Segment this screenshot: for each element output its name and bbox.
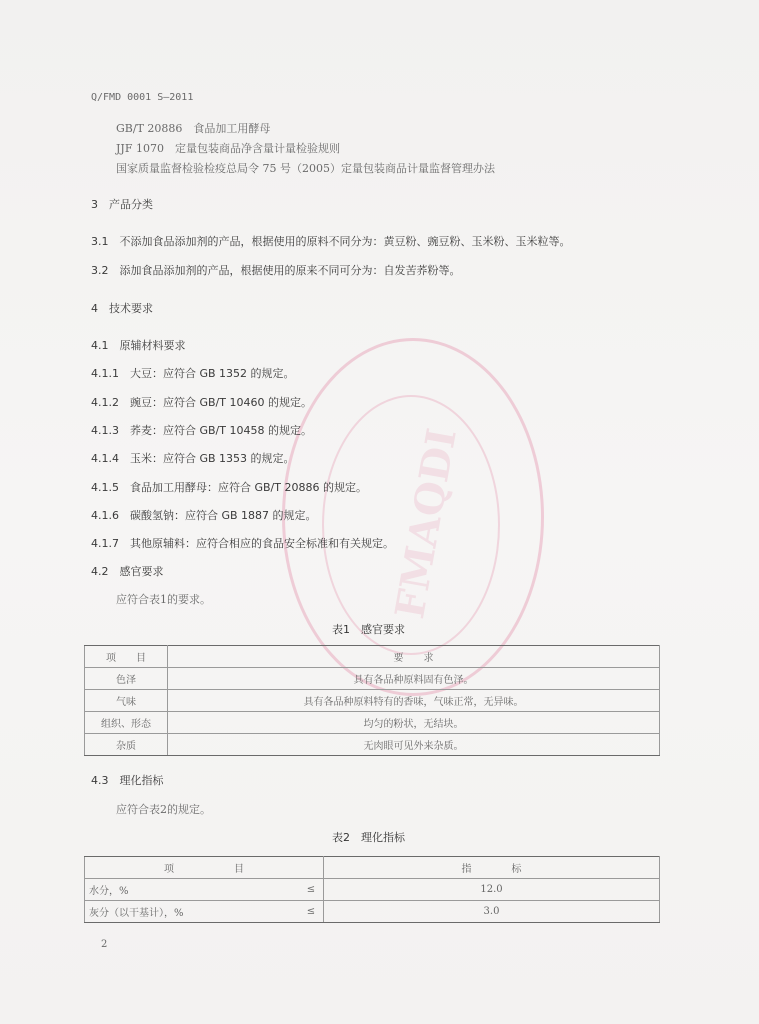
official-seal-text: FMAQDI (386, 424, 466, 623)
table-cell: 气味 (85, 690, 168, 712)
table-cell: 具有各品种原料特有的香味，气味正常，无异味。 (168, 690, 660, 712)
section-4-3-text: 应符合表2的规定。 (116, 803, 211, 816)
table-row (85, 901, 660, 923)
table-cell: 12.0 (324, 879, 660, 901)
table-cell: 3.0 (324, 901, 660, 923)
clause-4-1-6: 4.1.6 碳酸氢钠：应符合 GB 1887 的规定。 (91, 509, 317, 522)
table-2-header-item: 项 目 (85, 857, 324, 879)
table-1-header-item: 项 目 (85, 646, 168, 668)
table-cell-operator: ≤ (299, 901, 324, 923)
section-4-2-heading: 4.2 感官要求 (91, 565, 164, 578)
section-4-3-heading: 4.3 理化指标 (91, 774, 164, 787)
reference-line-3: 国家质量监督检验检疫总局令 75 号（2005）定量包装商品计量监督管理办法 (116, 162, 495, 175)
table-row (85, 668, 660, 690)
section-4-2-text: 应符合表1的要求。 (116, 593, 211, 606)
clause-4-1-5: 4.1.5 食品加工用酵母：应符合 GB/T 20886 的规定。 (91, 481, 367, 494)
reference-line-2: JJF 1070 定量包装商品净含量计量检验规则 (116, 142, 340, 155)
table-2 (84, 856, 660, 923)
clause-4-1-3: 4.1.3 荞麦：应符合 GB/T 10458 的规定。 (91, 424, 312, 437)
table-cell: 无肉眼可见外来杂质。 (168, 734, 660, 756)
section-3-heading: 3 产品分类 (91, 198, 153, 211)
section-4-heading: 4 技术要求 (91, 302, 153, 315)
table-cell-operator: ≤ (299, 879, 324, 901)
page-number: 2 (101, 939, 108, 950)
table-row (85, 712, 660, 734)
table-row (85, 690, 660, 712)
clause-4-1-7: 4.1.7 其他原辅料：应符合相应的食品安全标准和有关规定。 (91, 537, 394, 550)
standard-code-header: Q/FMD 0001 S—2011 (91, 92, 194, 103)
table-1-header-requirement: 要 求 (168, 646, 660, 668)
clause-4-1-1: 4.1.1 大豆：应符合 GB 1352 的规定。 (91, 367, 295, 380)
table-cell: 均匀的粉状，无结块。 (168, 712, 660, 734)
section-4-1-heading: 4.1 原辅材料要求 (91, 339, 186, 352)
section-3-2: 3.2 添加食品添加剂的产品，根据使用的原来不同可分为：自发苦荞粉等。 (91, 264, 461, 277)
table-2-caption: 表2 理化指标 (332, 831, 405, 844)
table-1 (84, 645, 660, 756)
table-cell: 杂质 (85, 734, 168, 756)
table-1-header-row (85, 646, 660, 668)
section-3-1: 3.1 不添加食品添加剂的产品，根据使用的原料不同分为：黄豆粉、豌豆粉、玉米粉、玉米粒等。 (91, 235, 571, 248)
table-2-header-row (85, 857, 660, 879)
clause-4-1-2: 4.1.2 豌豆：应符合 GB/T 10460 的规定。 (91, 396, 312, 409)
table-cell: 灰分（以干基计），% (85, 901, 300, 923)
table-1-caption: 表1 感官要求 (332, 623, 405, 636)
table-cell: 组织、形态 (85, 712, 168, 734)
reference-line-1: GB/T 20886 食品加工用酵母 (116, 122, 271, 135)
table-cell: 色泽 (85, 668, 168, 690)
clause-4-1-4: 4.1.4 玉米：应符合 GB 1353 的规定。 (91, 452, 295, 465)
table-cell: 水分，% (85, 879, 300, 901)
table-row (85, 734, 660, 756)
table-cell: 具有各品种原料固有色泽。 (168, 668, 660, 690)
table-2-header-indicator: 指 标 (324, 857, 660, 879)
table-row (85, 879, 660, 901)
